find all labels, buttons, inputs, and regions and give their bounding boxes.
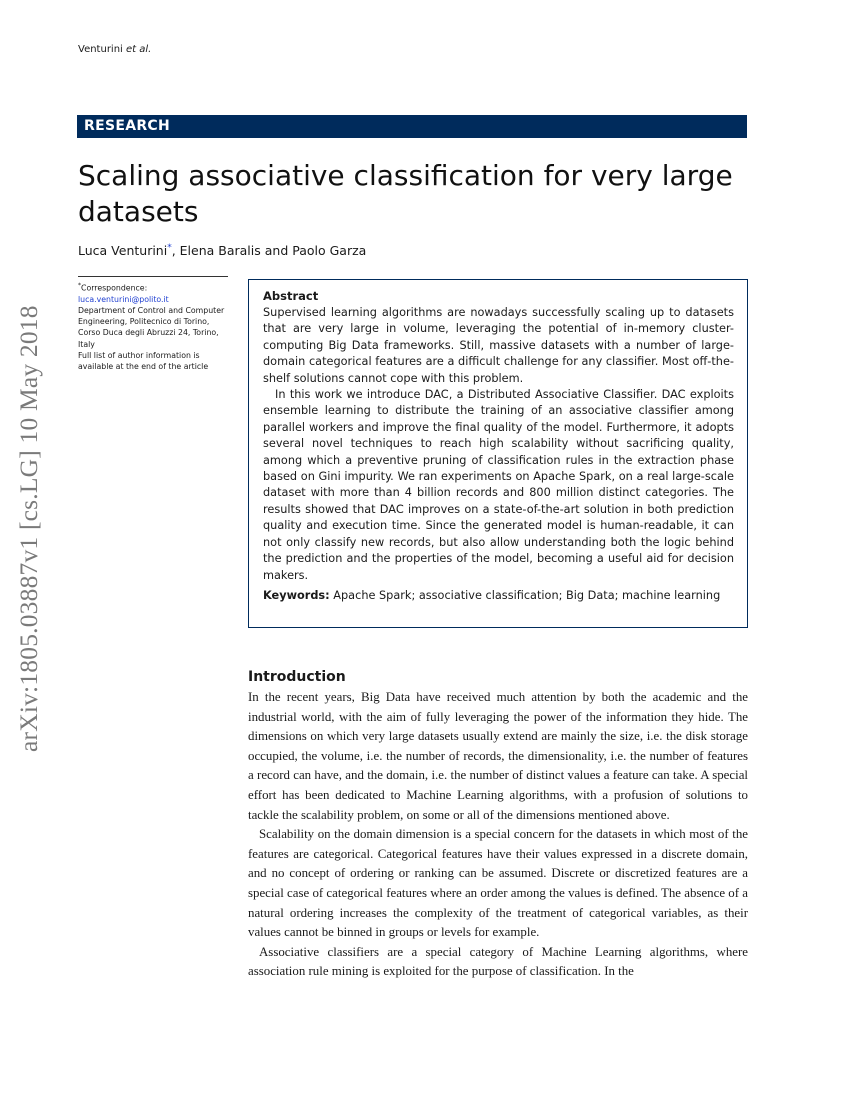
first-author: Luca Venturini	[78, 243, 168, 259]
running-header-etal: et al.	[126, 44, 152, 55]
sidebar-divider	[78, 276, 228, 277]
introduction-paragraph-2: Scalability on the domain dimension is a special concern for the datasets in which most of the features are categorical. Categorical features have their values expressed in a discrete domain, and no concept of ordering or ranking can be assumed. Discrete or discretized features are a special case of categorical features where an order among the values is defined. The absence of a natural ordering increases the complexity of the treatment of categorical variables, as their values cannot be binned in groups or levels for example.	[248, 827, 748, 940]
keywords-list: Apache Spark; associative classification; Big Data; machine learning	[333, 588, 721, 602]
introduction-section	[248, 668, 748, 982]
co-authors: , Elena Baralis and Paolo Garza	[171, 243, 367, 259]
introduction-paragraph-3: Associative classifiers are a special category of Machine Learning algorithms, where association rule mining is exploited for the purpose of classification. In the	[248, 944, 748, 979]
introduction-paragraph-1: In the recent years, Big Data have received much attention by both the academic and the industrial world, with the aim of fully leveraging the power of the information they hide. The dimensions on which very large datasets usually extend are mainly the size, i.e. the disk storage occupied, the volume, i.e. the number of records, the dimensionality, i.e. the number of features a record can have, and the domain, i.e. the number of distinct values a feature can take. A special effort has been dedicated to Machine Learning algorithms, with a profusion of solutions to tackle the scalability problem, on some or all of the dimensions mentioned above.	[248, 690, 748, 822]
arxiv-identifier-stamp: arXiv:1805.03887v1 [cs.LG] 10 May 2018	[14, 305, 43, 752]
section-label-bar	[77, 115, 747, 138]
running-header-author: Venturini	[78, 44, 123, 55]
author-list	[78, 243, 366, 258]
abstract-paragraph-2: In this work we introduce DAC, a Distributed Associative Classifier. DAC exploits ensemble learning to distribute the training of an associative classifier among parallel workers and improve the final quality of the model. Furthermore, it adopts several novel techniques to reach high scalability without sacrificing quality, among which a preventive pruning of classification rules in the extraction phase based on Gini impurity. We ran experiments on Apache Spark, on a real large-scale dataset with more than 4 billion records and 800 million distinct categories. The results showed that DAC improves on a state-of-the-art solution in both prediction quality and execution time. Since the generated model is human-readable, it can not only classify new records, but also allow understanding both the logic behind the prediction and the properties of the model, becoming a useful aid for decision makers.	[263, 388, 734, 582]
correspondence-star-link[interactable]: *	[167, 243, 172, 253]
correspondence-label: Correspondence:	[81, 283, 148, 293]
author-info-note: Full list of author information is available at the end of the article	[78, 350, 209, 372]
correspondence-line	[78, 280, 230, 294]
section-label: RESEARCH	[84, 118, 170, 134]
correspondence-star: *	[78, 282, 81, 289]
paper-title: Scaling associative classification for very large datasets	[78, 159, 733, 228]
author-info-sidebar	[78, 276, 230, 372]
abstract-heading: Abstract	[263, 289, 319, 303]
introduction-heading: Introduction	[248, 669, 346, 685]
correspondence-email-link[interactable]: luca.venturini@polito.it	[78, 294, 169, 304]
abstract-box	[248, 279, 748, 628]
author-affiliation: Department of Control and Computer Engineering, Politecnico di Torino, Corso Duca degli Abruzzi 24, Torino, Italy	[78, 306, 225, 349]
keywords-line	[263, 588, 734, 604]
keywords-label: Keywords:	[263, 588, 330, 602]
abstract-paragraph-1: Supervised learning algorithms are nowadays successfully scaling up to datasets that are very large in volume, leveraging the potential of in-memory cluster-computing Big Data frameworks. Still, massive datasets with a number of large-domain categorical features are a difficult challenge for any classifier. Most off-the-shelf solutions cannot cope with this problem.	[263, 306, 734, 385]
running-header	[78, 44, 151, 55]
